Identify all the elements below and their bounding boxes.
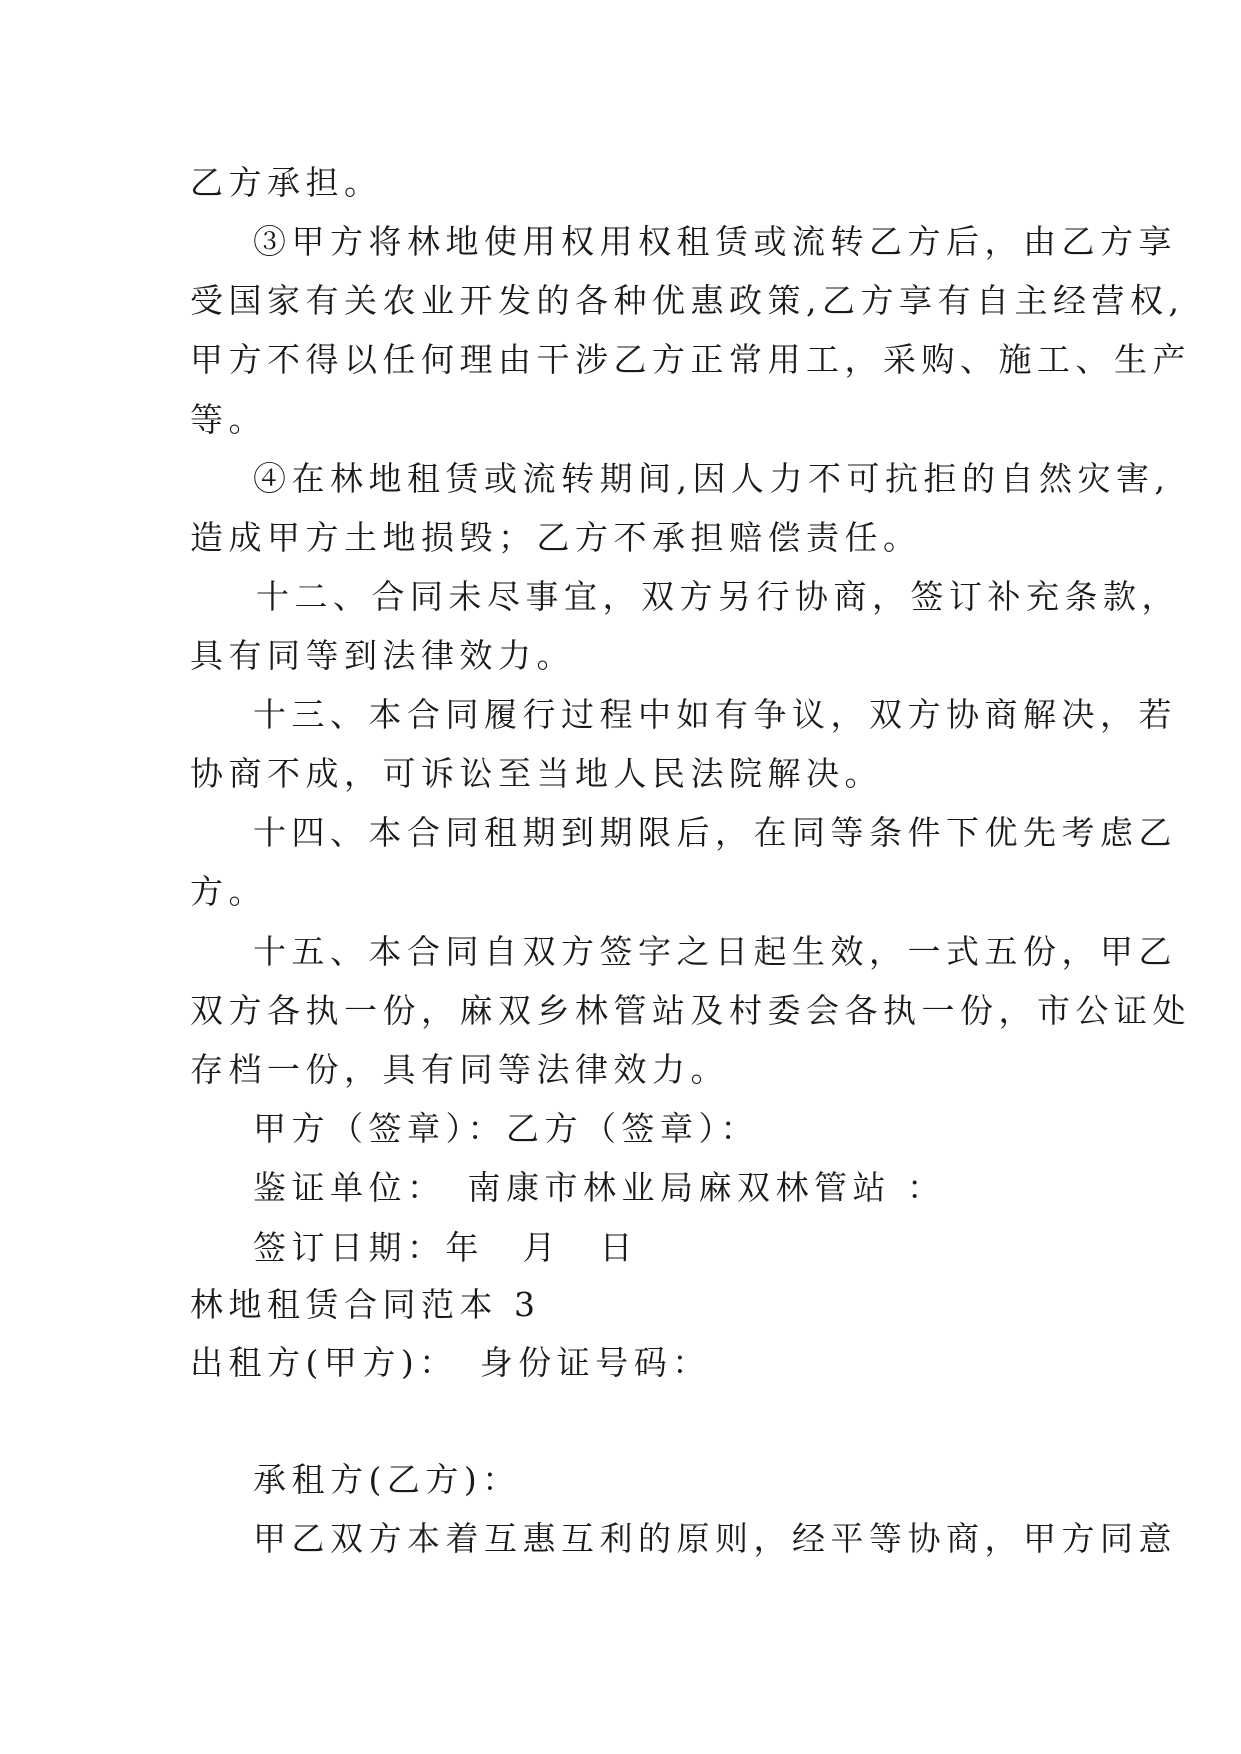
text-line: 具有同等到法律效力。 — [190, 636, 575, 675]
lessee-line: 承租方(乙方)： — [253, 1460, 521, 1499]
text-line: 等。 — [190, 400, 267, 439]
article-13-line: 十三、本合同履行过程中如有争议，双方协商解决，若 — [253, 695, 1177, 734]
text-line: 存档一份，具有同等法律效力。 — [190, 1050, 729, 1089]
text-line: 甲方不得以任何理由干涉乙方正常用工，采购、施工、生产 — [190, 340, 1191, 379]
text-line: 甲乙双方本着互惠互利的原则，经平等协商，甲方同意 — [253, 1519, 1177, 1558]
sign-date-line: 签订日期：年 月 日 — [253, 1228, 638, 1267]
text-line: 方。 — [190, 872, 267, 911]
section-title: 林地租赁合同范本 3 — [190, 1285, 541, 1324]
text-line: 乙方承担。 — [190, 163, 383, 202]
witness-unit-line: 鉴证单位： 南康市林业局麻双林管站 ： — [253, 1168, 946, 1207]
clause-4-line: ④在林地租赁或流转期间,因人力不可抗拒的自然灾害, — [253, 459, 1171, 498]
article-12-line: 十二、合同未尽事宜，双方另行协商，签订补充条款， — [256, 577, 1180, 616]
text-line: 协商不成，可诉讼至当地人民法院解决。 — [190, 754, 883, 793]
signature-line: 甲方（签章）：乙方（签章）： — [253, 1109, 759, 1148]
text-line: 造成甲方土地损毁；乙方不承担赔偿责任。 — [190, 518, 922, 557]
clause-3-line: ③甲方将林地使用权用权租赁或流转乙方后，由乙方享 — [253, 222, 1177, 261]
article-14-line: 十四、本合同租期到期限后，在同等条件下优先考虑乙 — [253, 813, 1177, 852]
lessor-line: 出租方(甲方)： 身份证号码： — [190, 1343, 711, 1382]
article-15-line: 十五、本合同自双方签字之日起生效，一式五份，甲乙 — [253, 932, 1177, 971]
text-line: 双方各执一份，麻双乡林管站及村委会各执一份，市公证处 — [190, 991, 1191, 1030]
text-line: 受国家有关农业开发的各种优惠政策,乙方享有自主经营权, — [190, 281, 1185, 320]
